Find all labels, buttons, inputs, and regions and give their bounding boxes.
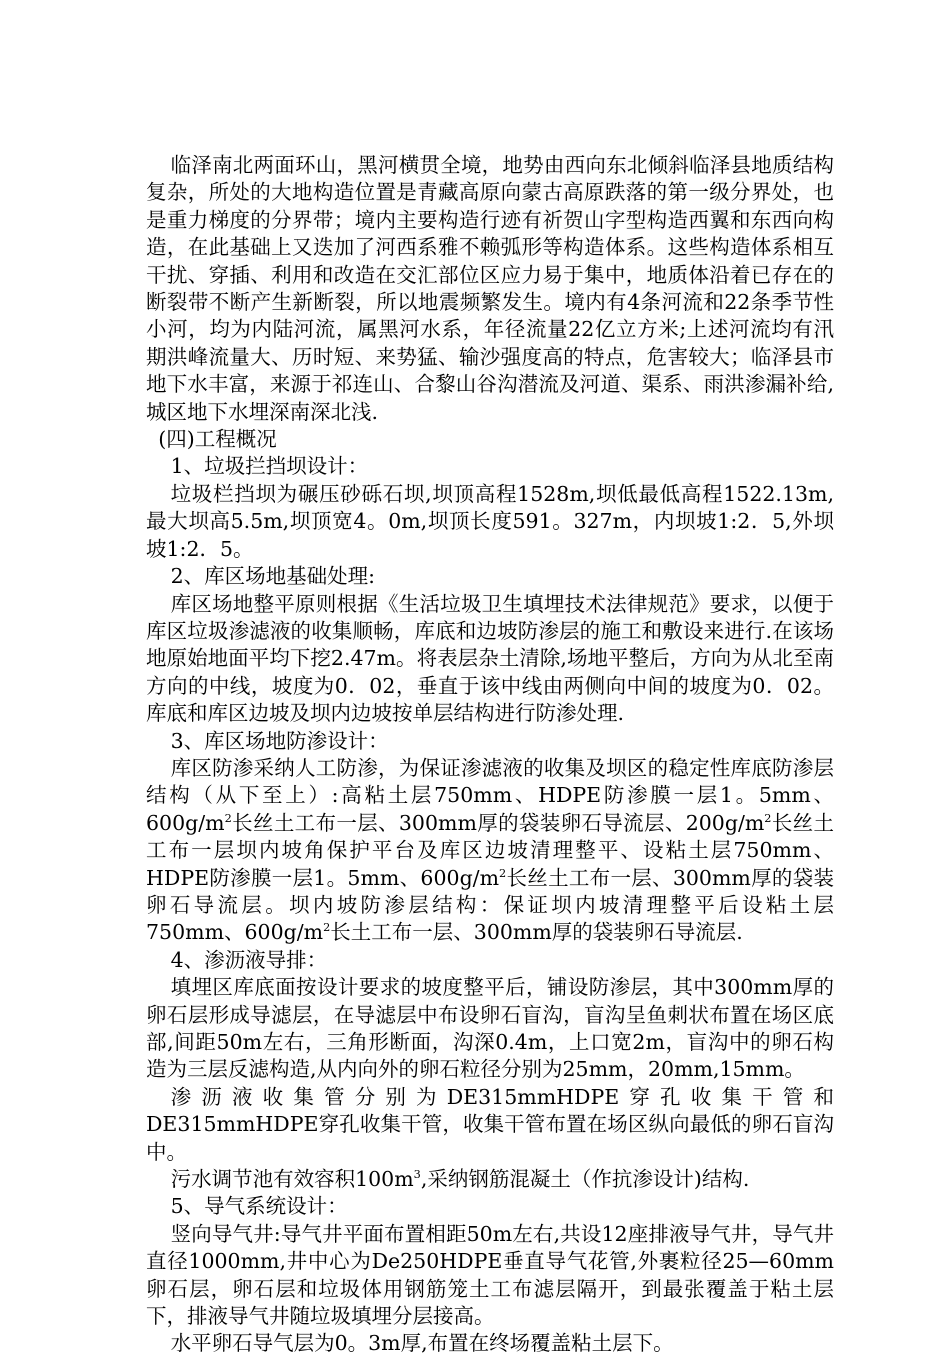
leachate-text-1: 污水调节池有效容积100m xyxy=(170,1167,414,1192)
subsection-title-foundation: 2、库区场地基础处理: xyxy=(170,564,376,589)
dam-paragraph: 垃圾栏挡坝为碾压砂砾石坝,坝顶高程1528m,坝低最低高程1522.13m,最大坝高5.5m,坝顶宽4。0m,坝顶长度591。327m，内坝坡1:2．5,外坝坡1:2．5。 xyxy=(146,481,834,561)
leachate-paragraph-2: 渗沥液收集管分别为DE315mmHDPE穿孔收集干管和DE315mmHDPE穿孔收集干管，收集干管布置在场区纵向最低的卵石盲沟中。 xyxy=(146,1084,834,1164)
superscript: 2 xyxy=(323,921,331,935)
seepage-text-5: 长土工布一层、300mm厚的袋装卵石导流层. xyxy=(330,920,743,945)
document-page xyxy=(146,152,834,1358)
seepage-text-1: 库区防渗采纳人工防渗，为保证渗滤液的收集及坝区的稳定性库底防渗层结构（从下至上）:高粘土层750mm、HDPE防渗膜一层1。5mm、600g/m xyxy=(146,755,834,835)
gas-paragraph-2: 水平卵石导气层为0。3m厚,布置在终场覆盖粘土层下。 xyxy=(170,1331,674,1356)
seepage-text-2: 长丝土工布一层、300mm厚的袋装卵石导流层、200g/m xyxy=(231,810,765,835)
superscript: 3 xyxy=(413,1168,421,1182)
subsection-title-gas: 5、导气系统设计： xyxy=(170,1194,348,1219)
superscript: 2 xyxy=(764,811,772,825)
superscript: 2 xyxy=(499,866,507,880)
subsection-title-seepage: 3、库区场地防渗设计： xyxy=(170,728,389,753)
leachate-paragraph-1: 填埋区库底面按设计要求的坡度整平后，铺设防渗层，其中300mm厚的卵石层形成导滤层，在导滤层中布设卵石盲沟，盲沟呈鱼刺状布置在场区底部,间距50m左右，三角形断面，沟深0.4m，上口宽2m，盲沟中的卵石构造为三层反滤构造,从内向外的卵石粒径分别为25mm，20mm,15mm。 xyxy=(146,975,834,1082)
gas-paragraph-1: 竖向导气井:导气井平面布置相距50m左右,共设12座排液导气井，导气井直径1000mm,井中心为De250HDPE垂直导气花管,外裹粒径25—60mm卵石层，卵石层和垃圾体用钢筋笼土工布滤层隔开，到最张覆盖于粘土层下，排液导气井随垃圾填埋分层接高。 xyxy=(146,1221,835,1329)
subsection-title-leachate: 4、渗沥液导排： xyxy=(170,947,328,972)
leachate-paragraph-3 xyxy=(146,1166,834,1193)
seepage-paragraph xyxy=(146,755,834,947)
section-heading-project-overview: (四)工程概况 xyxy=(158,427,277,452)
superscript: 2 xyxy=(224,811,232,825)
seepage-text-4: 长丝土工布一层、300mm厚的袋装卵石导流层。坝内坡防渗层结构：保证坝内坡清理整平后设粘土层750mm、600g/m xyxy=(146,865,834,945)
subsection-title-dam: 1、垃圾拦挡坝设计： xyxy=(170,454,369,479)
foundation-paragraph: 库区场地整平原则根据《生活垃圾卫生填埋技术法律规范》要求，以便于库区垃圾渗滤液的收集顺畅，库底和边坡防渗层的施工和敷设来进行.在该场地原始地面平均下挖2.47m。将表层杂土清除,场地平整后，方向为从北至南方向的中线，坡度为0．02，垂直于该中线由两侧向中间的坡度为0．02。库底和库区边坡及坝内边坡按单层结构进行防渗处理. xyxy=(146,591,834,726)
seepage-text-3: 长丝土工布一层坝内坡角保护平台及库区边坡清理整平、设粘土层750mm、HDPE防渗膜一层1。5mm、600g/m xyxy=(146,810,835,890)
leachate-text-2: ,采纳钢筋混凝土（作抗渗设计)结构. xyxy=(420,1167,750,1192)
geology-paragraph: 临泽南北两面环山，黑河横贯全境，地势由西向东北倾斜临泽县地质结构复杂，所处的大地构造位置是青藏高原向蒙古高原跌落的第一级分界处，也是重力梯度的分界带；境内主要构造行迹有祈贺山字型构造西翼和东西向构造，在此基础上又迭加了河西系雅不赖弧形等构造体系。这些构造体系相互干扰、穿插、利用和改造在交汇部位区应力易于集中，地质体沿着已存在的断裂带不断产生新断裂，所以地震频繁发生。境内有4条河流和22条季节性小河，均为内陆河流，属黑河水系，年径流量22亿立方米;上述河流均有汛期洪峰流量大、历时短、来势猛、输沙强度高的特点，危害较大；临泽县市地下水丰富，来源于祁连山、合黎山谷沟潜流及河道、渠系、雨洪渗漏补给,城区地下水埋深南深北浅. xyxy=(146,153,834,424)
